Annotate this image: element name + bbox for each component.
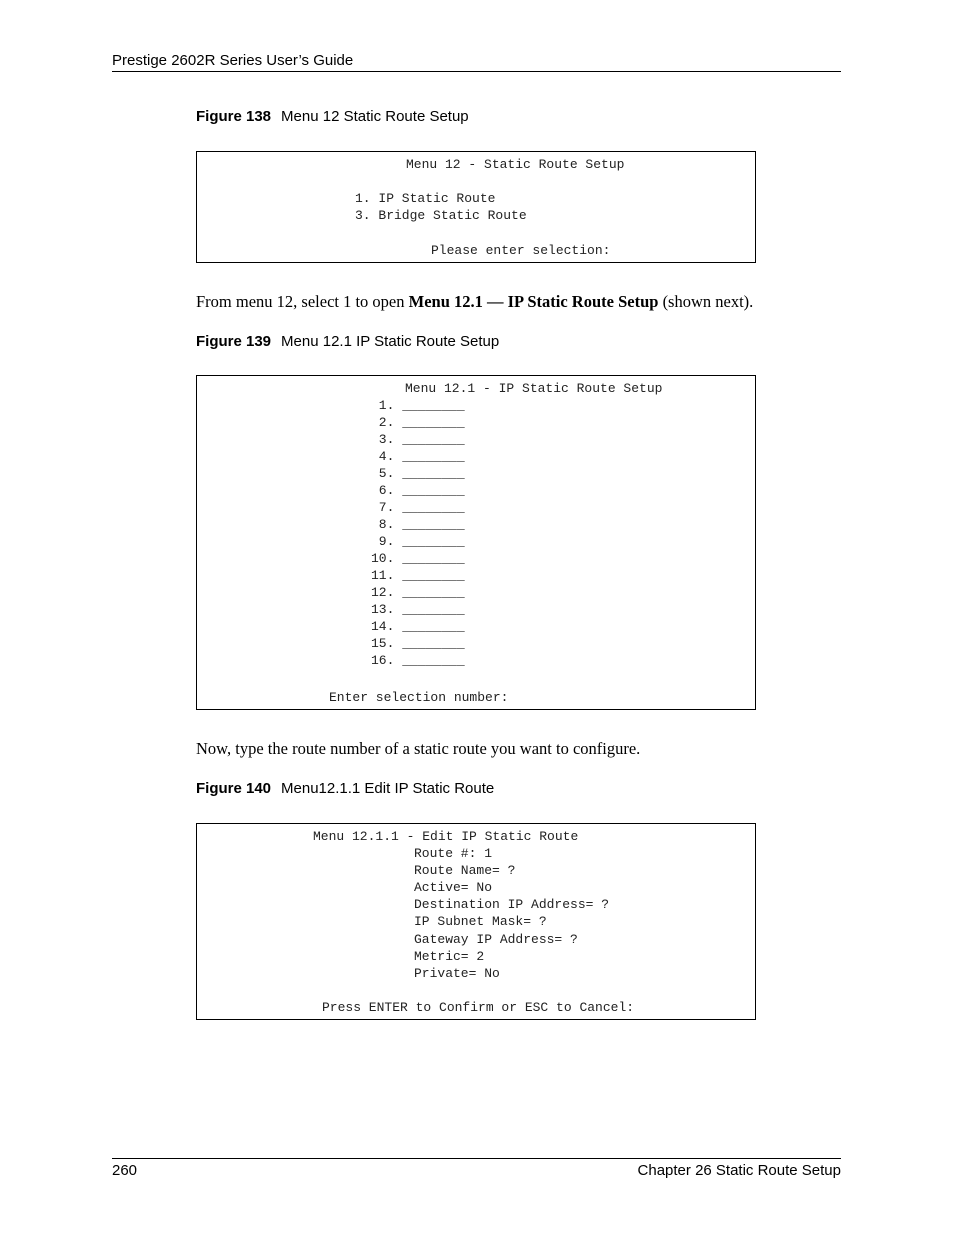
running-header: Prestige 2602R Series User’s Guide	[112, 52, 354, 69]
footer-rule	[112, 1158, 841, 1159]
screen-title: Menu 12.1.1 - Edit IP Static Route	[313, 829, 579, 844]
screen-title: Menu 12.1 - IP Static Route Setup	[405, 381, 663, 396]
route-slot: 16. ________	[371, 653, 465, 668]
paragraph: Now, type the route number of a static route you want to configure.	[196, 739, 641, 758]
route-slot: 7. ________	[371, 500, 465, 515]
menu-12-screen	[196, 151, 756, 263]
screen-title: Menu 12 - Static Route Setup	[406, 157, 625, 172]
paragraph	[196, 292, 753, 312]
route-field: Gateway IP Address= ?	[414, 932, 578, 947]
figure-138-caption	[196, 108, 469, 125]
route-slot: 5. ________	[371, 466, 465, 481]
paragraph-text: (shown next).	[658, 292, 754, 311]
route-slot: 6. ________	[371, 483, 465, 498]
paragraph-text: From menu 12, select 1 to open	[196, 292, 409, 311]
route-field: Route Name= ?	[414, 863, 516, 878]
figure-140-caption	[196, 780, 494, 797]
route-slot: 8. ________	[371, 517, 465, 532]
menu-option: 3. Bridge Static Route	[355, 208, 527, 223]
menu-option: 1. IP Static Route	[355, 191, 496, 206]
page-number: 260	[112, 1162, 138, 1179]
route-slot: 12. ________	[371, 585, 465, 600]
route-slot: 2. ________	[371, 415, 465, 430]
menu-reference: Menu 12.1 — IP Static Route Setup	[408, 292, 659, 311]
confirm-prompt: Press ENTER to Confirm or ESC to Cancel:	[322, 1000, 635, 1015]
route-field: Route #: 1	[414, 846, 493, 861]
route-slot: 13. ________	[371, 602, 465, 617]
selection-prompt: Enter selection number:	[329, 690, 509, 705]
route-slot: 3. ________	[371, 432, 465, 447]
menu-12-1-screen	[196, 375, 756, 710]
selection-prompt: Please enter selection:	[431, 243, 611, 258]
chapter-title: Chapter 26 Static Route Setup	[637, 1162, 841, 1179]
header-rule	[112, 71, 841, 72]
route-slot: 10. ________	[371, 551, 465, 566]
route-field: Destination IP Address= ?	[414, 897, 610, 912]
figure-number: Figure 139	[196, 333, 272, 350]
figure-title: Menu12.1.1 Edit IP Static Route	[281, 780, 495, 797]
route-field: Active= No	[414, 880, 493, 895]
menu-12-1-1-screen	[196, 823, 756, 1020]
figure-title: Menu 12.1 IP Static Route Setup	[281, 333, 500, 350]
route-slot: 15. ________	[371, 636, 465, 651]
route-slot: 1. ________	[371, 398, 465, 413]
figure-number: Figure 140	[196, 780, 272, 797]
route-slot: 11. ________	[371, 568, 465, 583]
route-slot: 14. ________	[371, 619, 465, 634]
route-field: Metric= 2	[414, 949, 485, 964]
figure-number: Figure 138	[196, 108, 272, 125]
route-slot: 9. ________	[371, 534, 465, 549]
figure-title: Menu 12 Static Route Setup	[281, 108, 469, 125]
figure-139-caption	[196, 333, 499, 350]
route-slot: 4. ________	[371, 449, 465, 464]
route-field: Private= No	[414, 966, 500, 981]
route-field: IP Subnet Mask= ?	[414, 914, 547, 929]
